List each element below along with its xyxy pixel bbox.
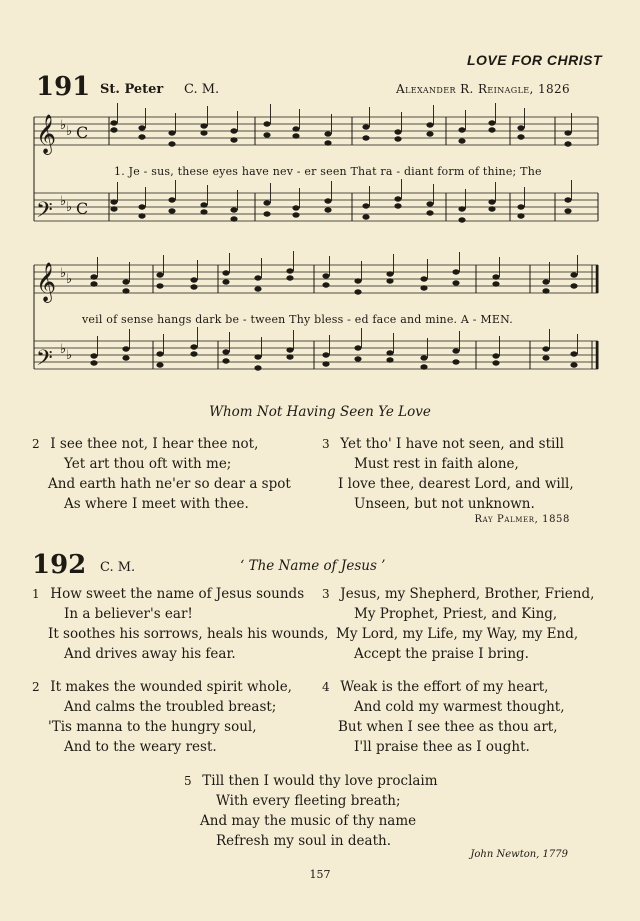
note-head: [222, 349, 229, 354]
note-head: [324, 131, 331, 136]
stanza-line: I see thee not, I hear thee not,: [50, 436, 259, 452]
section-title: LOVE FOR CHRIST: [466, 52, 602, 68]
stanza-line: And cold my warmest thought,: [354, 699, 565, 715]
note-head: [386, 271, 393, 276]
note-head: [324, 207, 331, 212]
stanza-line: With every fleeting breath;: [216, 793, 401, 809]
lyric-line-2: veil of sense hangs dark be - tween Thy bless - ed face and mine. A - MEN.: [82, 313, 513, 326]
note-head: [458, 127, 465, 132]
note-head: [168, 208, 175, 213]
note-head: [230, 137, 237, 142]
treble-clef: 𝄞: [36, 262, 57, 302]
note-head: [190, 344, 197, 349]
note-head: [110, 199, 117, 204]
stanza-line: But when I see thee as thou art,: [338, 719, 558, 735]
note-head: [322, 352, 329, 357]
stanza-number: 1: [32, 587, 40, 601]
note-head: [354, 345, 361, 350]
meter-191: C. M.: [184, 82, 220, 97]
note-head: [110, 206, 117, 211]
stanza-line: And drives away his fear.: [64, 646, 236, 662]
stanza-line: How sweet the name of Jesus sounds: [50, 586, 305, 602]
stanza-line: Weak is the effort of my heart,: [340, 679, 549, 695]
note-head: [420, 364, 427, 369]
note-head: [222, 270, 229, 275]
note-head: [394, 203, 401, 208]
note-head: [386, 278, 393, 283]
flat-sign: ♭: [60, 266, 67, 281]
note-head: [230, 128, 237, 133]
note-head: [292, 212, 299, 217]
note-head: [564, 130, 571, 135]
note-head: [452, 280, 459, 285]
note-head: [517, 134, 524, 139]
note-head: [286, 354, 293, 359]
note-head: [263, 211, 270, 216]
note-head: [570, 283, 577, 288]
note-head: [452, 348, 459, 353]
note-head: [362, 214, 369, 219]
note-head: [488, 127, 495, 132]
stanza-number: 3: [322, 587, 330, 601]
note-head: [362, 203, 369, 208]
note-head: [254, 365, 261, 370]
stanza-line: It soothes his sorrows, heals his wounds,: [48, 626, 329, 642]
note-head: [156, 283, 163, 288]
note-head: [394, 129, 401, 134]
note-head: [263, 121, 270, 126]
stanza-line: I love thee, dearest Lord, and will,: [338, 476, 574, 492]
stanza-192-3: [322, 584, 594, 664]
clefs: [36, 114, 88, 376]
note-head: [458, 138, 465, 143]
note-head: [570, 351, 577, 356]
note-head: [322, 282, 329, 287]
note-head: [488, 199, 495, 204]
note-head: [426, 201, 433, 206]
flat-sign: ♭: [60, 342, 67, 357]
note-head: [90, 281, 97, 286]
note-head: [564, 197, 571, 202]
note-head: [156, 272, 163, 277]
note-head: [354, 289, 361, 294]
note-head: [138, 204, 145, 209]
stanza-line: As where I meet with thee.: [64, 496, 249, 512]
note-head: [420, 285, 427, 290]
flat-sign: ♭: [66, 124, 73, 139]
note-head: [452, 269, 459, 274]
hymn-number-192: 192: [32, 550, 87, 580]
note-head: [254, 286, 261, 291]
note-head: [200, 209, 207, 214]
stanza-number: 5: [184, 774, 192, 788]
music-score: [0, 0, 640, 400]
note-head: [230, 216, 237, 221]
hymn-191-subtitle: Whom Not Having Seen Ye Love: [209, 404, 431, 420]
note-head: [394, 196, 401, 201]
author-192: John Newton, 1779: [470, 849, 568, 860]
note-head: [156, 351, 163, 356]
note-head: [168, 130, 175, 135]
stanza-number: 3: [322, 437, 330, 451]
note-head: [420, 276, 427, 281]
stanza-line: 'Tis manna to the hungry soul,: [48, 719, 257, 735]
note-head: [517, 204, 524, 209]
note-head: [542, 355, 549, 360]
note-head: [263, 200, 270, 205]
note-head: [542, 288, 549, 293]
note-head: [564, 208, 571, 213]
note-head: [222, 279, 229, 284]
note-head: [254, 354, 261, 359]
note-head: [286, 275, 293, 280]
time-signature: C: [76, 123, 89, 142]
note-head: [426, 210, 433, 215]
note-head: [122, 355, 129, 360]
note-head: [362, 124, 369, 129]
lyric-line-1: 1. Je - sus, these eyes have nev - er seen That ra - diant form of thine; The: [114, 165, 542, 178]
note-head: [200, 130, 207, 135]
note-head: [286, 347, 293, 352]
hymn-192-title: ‘ The Name of Jesus ’: [240, 558, 386, 574]
note-head: [564, 141, 571, 146]
note-head: [324, 198, 331, 203]
hymn-number-191: 191: [36, 72, 91, 102]
note-head: [570, 272, 577, 277]
note-head: [292, 133, 299, 138]
stanza-line: And earth hath ne'er so dear a spot: [48, 476, 291, 492]
stanza-line: I'll praise thee as I ought.: [354, 739, 530, 755]
note-head: [138, 134, 145, 139]
stanza-line: My Prophet, Priest, and King,: [354, 606, 558, 622]
stanza-line: And calms the troubled breast;: [64, 699, 277, 715]
note-head: [90, 353, 97, 358]
staff-lines: [34, 103, 598, 369]
note-head: [90, 274, 97, 279]
flat-sign: ♭: [66, 200, 73, 215]
note-head: [386, 357, 393, 362]
stanza-192-4: [322, 677, 565, 757]
tune-name: St. Peter: [100, 82, 164, 97]
stanza-line: Till then I would thy love proclaim: [202, 773, 438, 789]
note-head: [254, 275, 261, 280]
treble-clef: 𝄞: [36, 114, 57, 154]
note-head: [168, 197, 175, 202]
note-head: [200, 123, 207, 128]
meter-192: C. M.: [100, 560, 136, 575]
note-head: [394, 136, 401, 141]
stanza-number: 2: [32, 437, 40, 451]
note-head: [420, 355, 427, 360]
note-head: [492, 360, 499, 365]
page-number: 157: [309, 868, 331, 881]
flat-sign: ♭: [66, 272, 73, 287]
note-head: [138, 125, 145, 130]
note-head: [190, 284, 197, 289]
stanza-line: Refresh my soul in death.: [216, 833, 391, 849]
note-head: [517, 213, 524, 218]
stanza-192-5: [184, 771, 438, 851]
flat-sign: ♭: [66, 348, 73, 363]
note-head: [286, 268, 293, 273]
bass-clef: 𝄢: [36, 198, 53, 228]
note-head: [190, 351, 197, 356]
stanza-line: And to the weary rest.: [64, 739, 217, 755]
note-head: [570, 362, 577, 367]
note-head: [322, 273, 329, 278]
note-head: [230, 207, 237, 212]
note-head: [458, 217, 465, 222]
note-head: [122, 288, 129, 293]
note-head: [426, 122, 433, 127]
stanza-line: Yet tho' I have not seen, and still: [340, 436, 564, 452]
stanza-191-3: [322, 434, 574, 514]
note-head: [263, 132, 270, 137]
note-head: [354, 278, 361, 283]
note-head: [190, 277, 197, 282]
note-head: [354, 356, 361, 361]
author-191: Ray Palmer, 1858: [474, 514, 570, 525]
note-head: [156, 362, 163, 367]
note-head: [386, 350, 393, 355]
stanza-192-2: [32, 677, 292, 757]
note-head: [542, 279, 549, 284]
stanza-number: 4: [322, 680, 330, 694]
stanza-line: And may the music of thy name: [200, 813, 417, 829]
note-head: [122, 279, 129, 284]
stanza-line: Yet art thou oft with me;: [64, 456, 232, 472]
stanza-number: 2: [32, 680, 40, 694]
note-head: [362, 135, 369, 140]
note-head: [168, 141, 175, 146]
note-head: [458, 206, 465, 211]
stanza-line: Accept the praise I bring.: [354, 646, 529, 662]
flat-sign: ♭: [60, 194, 67, 209]
note-head: [110, 120, 117, 125]
stanza-192-1: [32, 584, 328, 664]
note-head: [138, 213, 145, 218]
note-head: [517, 125, 524, 130]
stanza-line: In a believer's ear!: [64, 606, 193, 622]
note-head: [122, 346, 129, 351]
note-head: [322, 361, 329, 366]
stanza-line: Unseen, but not unknown.: [354, 496, 535, 512]
note-head: [292, 126, 299, 131]
note-head: [492, 274, 499, 279]
flat-sign: ♭: [60, 118, 67, 133]
note-head: [492, 353, 499, 358]
notes: [90, 120, 577, 370]
stanza-line: It makes the wounded spirit whole,: [50, 679, 292, 695]
time-signature: C: [76, 199, 89, 218]
note-head: [222, 358, 229, 363]
note-head: [488, 206, 495, 211]
note-head: [324, 140, 331, 145]
note-head: [542, 346, 549, 351]
note-head: [488, 120, 495, 125]
bass-clef: 𝄢: [36, 346, 53, 376]
note-head: [452, 359, 459, 364]
note-head: [200, 202, 207, 207]
stanza-line: Jesus, my Shepherd, Brother, Friend,: [340, 586, 595, 602]
stanza-line: My Lord, my Life, my Way, my End,: [336, 626, 579, 642]
stanza-191-2: [32, 434, 291, 514]
stanza-line: Must rest in faith alone,: [354, 456, 519, 472]
note-head: [492, 281, 499, 286]
note-head: [110, 127, 117, 132]
note-head: [426, 131, 433, 136]
note-head: [90, 360, 97, 365]
note-head: [292, 205, 299, 210]
composer: Alexander R. Reinagle, 1826: [396, 82, 571, 96]
